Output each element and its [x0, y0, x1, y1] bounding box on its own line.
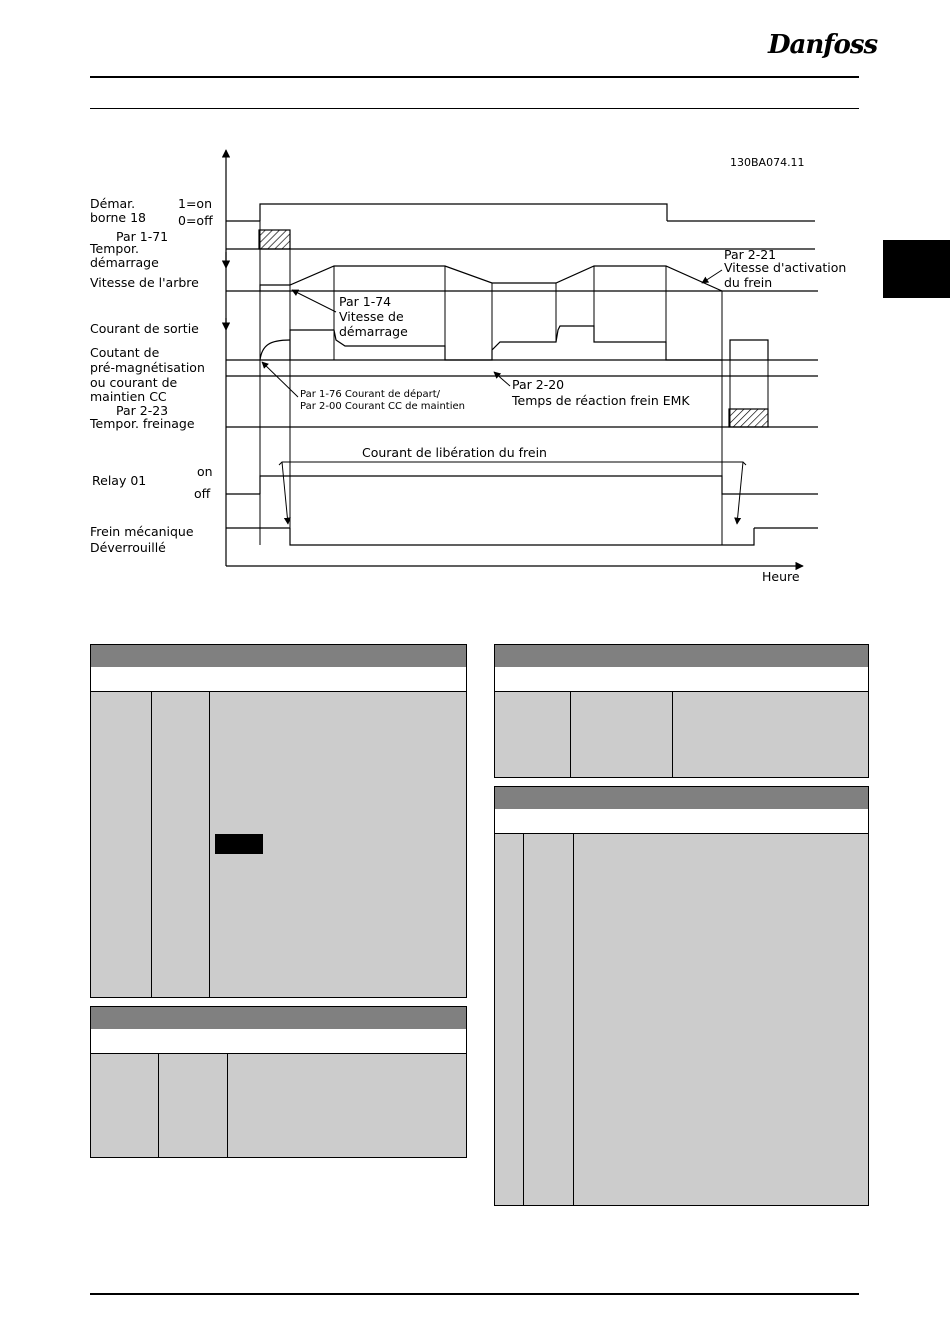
label-par-171: Par 1-71: [116, 229, 169, 244]
parameter-box-1-header: [91, 645, 466, 668]
shaft-speed-curve: [260, 266, 722, 291]
label-on-1: 1=on: [178, 196, 212, 211]
figure-code: 130BA074.11: [730, 156, 805, 169]
label-start-delay-2: démarrage: [90, 255, 159, 270]
premagnetisation-curve: [260, 340, 290, 360]
annotation-par-220-desc: Temps de réaction frein EMK: [512, 393, 690, 408]
relay-signal: [260, 476, 754, 494]
label-brake-delay: Tempor. freinage: [90, 416, 195, 431]
parameter-box-4-header: [495, 787, 868, 810]
annotation-par-200: Par 2-00 Courant CC de maintien: [300, 401, 465, 412]
danfoss-logo: Danfoss: [768, 30, 878, 60]
parameter-box-1-subheader: [91, 667, 466, 692]
time-axis: [226, 150, 803, 566]
label-premag-1: Coutant de: [90, 345, 160, 360]
parameter-box-1: [90, 644, 467, 998]
parameter-box-3-header: [495, 645, 868, 668]
label-relay: Relay 01: [92, 473, 147, 488]
parameter-box-2: [90, 1006, 467, 1158]
parameter-box-3-subheader: [495, 667, 868, 692]
label-premag-4: maintien CC: [90, 389, 167, 404]
parameter-box-4: [494, 786, 869, 1206]
label-premag-3: ou courant de: [90, 375, 178, 390]
parameter-box-2-subheader: [91, 1029, 466, 1054]
annotation-par-221: Par 2-21: [724, 247, 777, 262]
redacted-block: [215, 834, 263, 854]
brake-delay-block: [729, 409, 768, 427]
parameter-box-3: [494, 644, 869, 778]
label-mech-brake-2: Déverrouillé: [90, 540, 166, 555]
annotation-release-current: Courant de libération du frein: [362, 445, 547, 460]
parameter-box-2-header: [91, 1007, 466, 1030]
footer-rule: [90, 1293, 859, 1295]
parameter-box-4-subheader: [495, 809, 868, 834]
time-axis-label: Heure: [762, 569, 800, 584]
start-signal: [260, 204, 667, 221]
annotation-par-220: Par 2-20: [512, 377, 565, 392]
label-relay-off: off: [194, 486, 211, 501]
brake-timing-diagram: [0, 0, 950, 600]
label-start-terminal: borne 18: [90, 210, 146, 225]
annotation-par-174: Par 1-74: [339, 294, 392, 309]
label-mech-brake: Frein mécanique: [90, 524, 194, 539]
label-premag-2: pré-magnétisation: [90, 360, 205, 375]
annotation-par-176: Par 1-76 Courant de départ/: [300, 389, 441, 400]
label-shaft-speed: Vitesse de l'arbre: [90, 275, 199, 290]
annotation-par-174-desc: Vitesse de: [339, 309, 404, 324]
start-delay-block: [259, 230, 290, 249]
label-output-current: Courant de sortie: [90, 321, 199, 336]
annotation-par-221-desc-2: du frein: [724, 275, 773, 290]
mechanical-brake-signal: [290, 528, 754, 545]
annotation-par-174-desc-2: démarrage: [339, 324, 408, 339]
annotation-par-221-desc: Vitesse d'activation: [724, 260, 847, 275]
label-par-223: Par 2-23: [116, 403, 169, 418]
label-off-0: 0=off: [178, 213, 213, 228]
label-start: Démar.: [90, 196, 136, 211]
label-relay-on: on: [197, 464, 213, 479]
label-start-delay: Tempor.: [90, 241, 139, 256]
